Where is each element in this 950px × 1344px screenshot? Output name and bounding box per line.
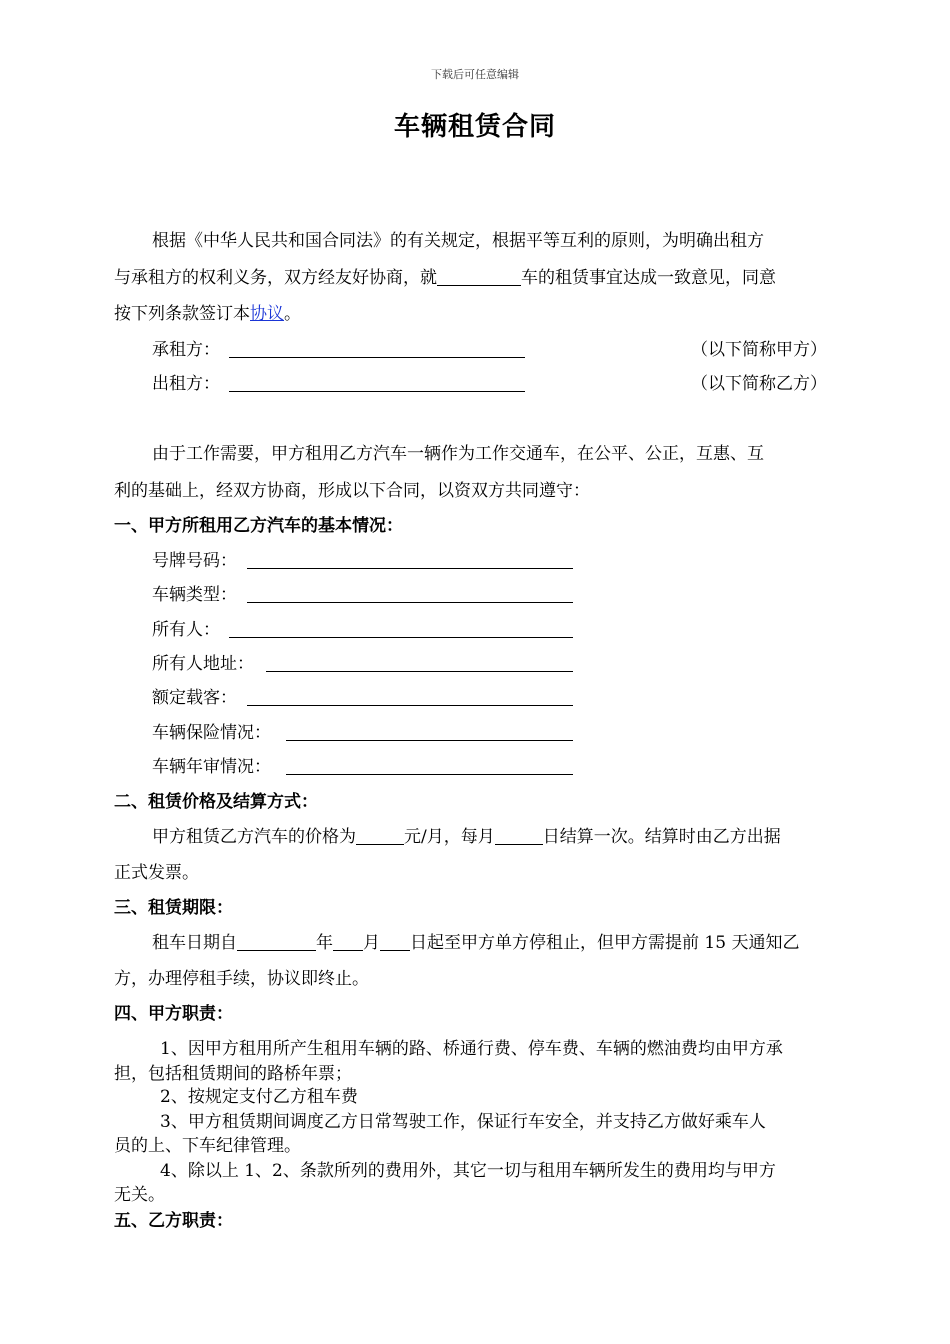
lessor-blank: [229, 391, 525, 392]
price-text-a: 甲方租赁乙方汽车的价格为: [152, 827, 356, 847]
field-annual-inspection: 车辆年审情况：: [152, 757, 271, 777]
field-seating: 额定载客：: [152, 688, 237, 708]
vehicle-blank: [437, 269, 521, 286]
section-4-item-4-line-1: 4、除以上 1、2、条款所列的费用外，其它一切与租用车辆所发生的费用均与甲方: [160, 1161, 776, 1181]
field-vehicle-type: 车辆类型：: [152, 585, 237, 605]
field-owner-address-blank: [266, 671, 573, 672]
section-5-heading: 五、乙方职责：: [114, 1211, 233, 1231]
lessee-label: 承租方：: [152, 340, 220, 360]
lessee-note: （以下简称甲方）: [691, 340, 827, 360]
year-blank: [237, 934, 316, 951]
section-4-item-1-line-1: 1、因甲方租用所产生租用车辆的路、桥通行费、停车费、车辆的燃油费均由甲方承: [160, 1039, 783, 1059]
intro-line-1: 根据《中华人民共和国合同法》的有关规定，根据平等互利的原则，为明确出租方: [152, 231, 764, 251]
day-blank: [380, 934, 410, 951]
section-3-heading: 三、租赁期限：: [114, 898, 233, 918]
section-4-item-1-line-2: 担，包括租赁期间的路桥年票；: [114, 1064, 352, 1084]
settlement-day-blank: [495, 828, 543, 845]
section-2-line-1: [152, 827, 781, 847]
price-text-c: 日结算一次。结算时由乙方出据: [542, 827, 781, 847]
intro-line-3-a: 按下列条款签订本: [114, 304, 250, 324]
section-4-item-2: 2、按规定支付乙方租车费: [160, 1087, 358, 1107]
lessor-note: （以下简称乙方）: [691, 374, 827, 394]
document-title: 车辆租赁合同: [393, 112, 556, 142]
intro-line-3: [114, 304, 301, 324]
field-vehicle-type-blank: [247, 602, 573, 603]
term-text-month: 月: [363, 933, 380, 953]
field-insurance-blank: [286, 740, 573, 741]
section-3-line-2: 方，办理停租手续，协议即终止。: [114, 969, 369, 989]
field-owner: 所有人：: [152, 620, 220, 640]
section-4-item-3-line-2: 员的上、下车纪律管理。: [114, 1136, 301, 1156]
field-owner-address: 所有人地址：: [152, 654, 254, 674]
field-annual-inspection-blank: [286, 774, 573, 775]
term-text-a: 租车日期自: [152, 933, 237, 953]
field-plate-number-blank: [247, 568, 573, 569]
intro-line-2-b: 车的租赁事宜达成一致意见，同意: [521, 268, 776, 288]
field-plate-number: 号牌号码：: [152, 551, 237, 571]
term-text-d: 日起至甲方单方停租止，但甲方需提前 15 天通知乙: [410, 933, 800, 953]
intro-line-2-a: 与承租方的权利义务，双方经友好协商，就: [114, 268, 437, 288]
field-insurance: 车辆保险情况：: [152, 723, 271, 743]
section-4-item-3-line-1: 3、甲方租赁期间调度乙方日常驾驶工作，保证行车安全，并支持乙方做好乘车人: [160, 1112, 766, 1132]
intro-line-3-b: 。: [284, 304, 301, 324]
page-header: 下载后可任意编辑: [431, 68, 519, 81]
term-text-year: 年: [316, 933, 333, 953]
month-blank: [333, 934, 363, 951]
section-2-heading: 二、租赁价格及结算方式：: [114, 792, 318, 812]
lessor-label: 出租方：: [152, 374, 220, 394]
field-seating-blank: [247, 705, 573, 706]
price-blank: [356, 828, 404, 845]
field-owner-blank: [229, 637, 573, 638]
lessee-blank: [229, 357, 525, 358]
section-4-heading: 四、甲方职责：: [114, 1004, 233, 1024]
section-2-line-2: 正式发票。: [114, 863, 199, 883]
section-4-item-4-line-2: 无关。: [114, 1185, 165, 1205]
preamble-line-2: 利的基础上，经双方协商，形成以下合同，以资双方共同遵守：: [114, 481, 590, 501]
preamble-line-1: 由于工作需要，甲方租用乙方汽车一辆作为工作交通车，在公平、公正，互惠、互: [152, 444, 764, 464]
section-1-heading: 一、甲方所租用乙方汽车的基本情况：: [114, 516, 403, 536]
section-3-line-1: [152, 933, 799, 953]
agreement-link[interactable]: 协议: [250, 304, 284, 324]
price-text-b: 元/月，每月: [404, 827, 495, 847]
intro-line-2: [114, 268, 776, 288]
